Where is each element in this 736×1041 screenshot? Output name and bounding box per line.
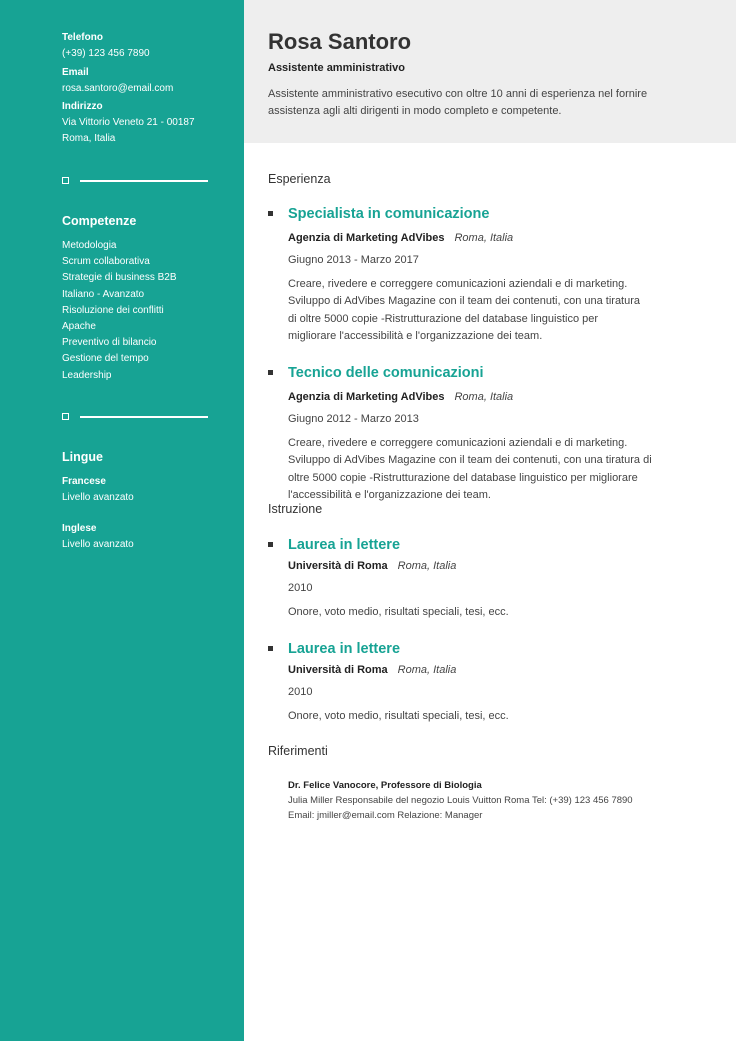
- sidebar: [0, 0, 244, 1041]
- skills-list: [62, 238, 177, 384]
- reference-line: Julia Miller Responsabile del negozio Louis Vuitton Roma Tel: (+39) 123 456 7890: [288, 795, 633, 806]
- skill-item: Gestione del tempo: [62, 353, 149, 365]
- degree-title: Laurea in lettere: [288, 641, 401, 657]
- reference-name: Dr. Felice Vanocore, Professore di Biologia: [288, 780, 482, 791]
- job-title: Specialista in comunicazione: [288, 206, 490, 222]
- sidebar-divider: [62, 177, 208, 185]
- email-label: Email: [62, 67, 89, 78]
- school: Università di Roma Roma, Italia: [288, 664, 457, 676]
- skill-item: Strategie di business B2B: [62, 272, 177, 284]
- phone-value: (+39) 123 456 7890: [62, 48, 150, 59]
- bullet-icon: [268, 646, 273, 651]
- skill-item: Risoluzione dei conflitti: [62, 304, 164, 316]
- sidebar-divider: [62, 413, 208, 421]
- education-note: Onore, voto medio, risultati speciali, tesi, ecc.: [288, 606, 509, 618]
- email-value: rosa.santoro@email.com: [62, 83, 174, 94]
- skill-item: Preventivo di bilancio: [62, 337, 157, 349]
- education-year: 2010: [288, 686, 313, 698]
- phone-label: Telefono: [62, 32, 103, 43]
- job-title: Tecnico delle comunicazioni: [288, 365, 484, 381]
- education-year: 2010: [288, 582, 313, 594]
- skill-item: Leadership: [62, 369, 112, 381]
- job-company: Agenzia di Marketing AdVibes Roma, Italia: [288, 391, 514, 403]
- skill-item: Italiano - Avanzato: [62, 288, 145, 300]
- reference-line: Email: jmiller@email.com Relazione: Manager: [288, 810, 483, 821]
- language-level: Livello avanzato: [62, 539, 134, 550]
- language-level: Livello avanzato: [62, 492, 134, 503]
- job-dates: Giugno 2013 - Marzo 2017: [288, 254, 419, 266]
- address-line1: Via Vittorio Veneto 21 - 00187: [62, 117, 195, 128]
- candidate-name: Rosa Santoro: [268, 29, 412, 54]
- languages-heading: Lingue: [62, 450, 103, 464]
- profile-summary: Assistente amministrativo esecutivo con oltre 10 anni di esperienza nel fornire assistenza agli alti dirigenti in modo completo e competente.: [268, 88, 648, 117]
- bullet-icon: [268, 542, 273, 547]
- bullet-icon: [268, 211, 273, 216]
- experience-heading: Esperienza: [268, 172, 331, 186]
- school: Università di Roma Roma, Italia: [288, 560, 457, 572]
- address-line2: Roma, Italia: [62, 133, 116, 144]
- job-description: Creare, rivedere e correggere comunicazioni aziendali e di marketing. Sviluppo di AdVibes Magazine con il team dei contenuti, con una tiratura di oltre 5000 copie -Ristrutturazione del database linguistico per migliorare l'accessibilità e l'organizzazione dei team.: [288, 278, 641, 342]
- degree-title: Laurea in lettere: [288, 537, 401, 553]
- language-name: Inglese: [62, 523, 97, 534]
- skill-item: Metodologia: [62, 240, 117, 251]
- address-label: Indirizzo: [62, 101, 103, 112]
- job-company: Agenzia di Marketing AdVibes Roma, Italia: [288, 232, 514, 244]
- skill-item: Apache: [62, 320, 96, 332]
- skills-heading: Competenze: [62, 214, 137, 228]
- job-description: Creare, rivedere e correggere comunicazioni aziendali e di marketing. Sviluppo di AdVibes Magazine con il team dei contenuti, con una tiratura di oltre 5000 copie -Ristrutturazione del database linguistico per migliorare l'accessibilità e l'organizzazione dei team.: [288, 437, 652, 501]
- job-dates: Giugno 2012 - Marzo 2013: [288, 413, 419, 425]
- skill-item: Scrum collaborativa: [62, 256, 150, 268]
- bullet-icon: [268, 370, 273, 375]
- references-heading: Riferimenti: [268, 744, 328, 758]
- candidate-role: Assistente amministrativo: [268, 62, 405, 74]
- education-heading: Istruzione: [268, 502, 323, 516]
- education-note: Onore, voto medio, risultati speciali, tesi, ecc.: [288, 710, 509, 722]
- language-name: Francese: [62, 476, 106, 487]
